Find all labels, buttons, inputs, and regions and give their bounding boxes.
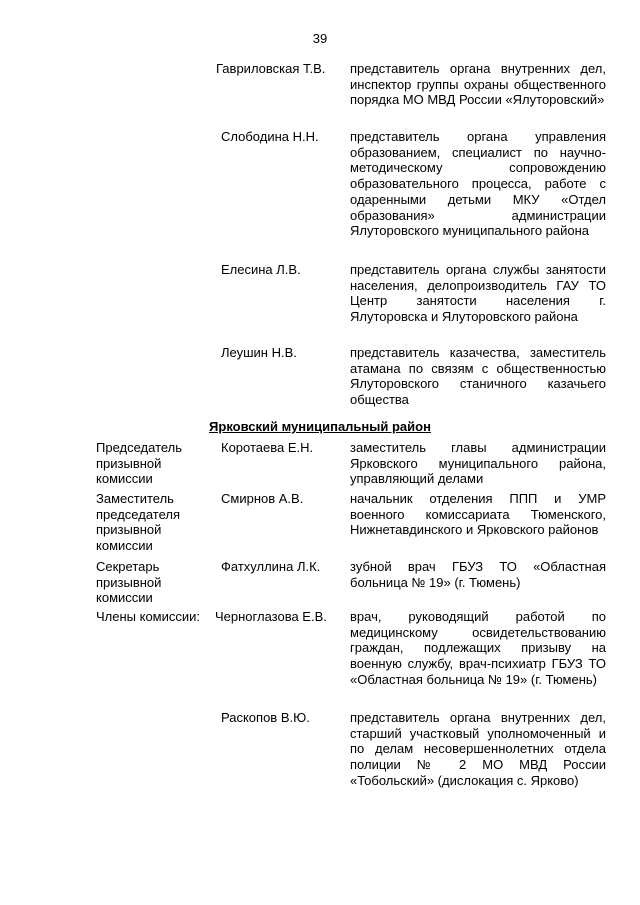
member-description: начальник отделения ППП и УМР военного комиссариата Тюменского, Нижнетавдинского и Ярковского районов: [350, 491, 606, 538]
member-role: Секретарь призывной комиссии: [96, 559, 162, 606]
member-description: зубной врач ГБУЗ ТО «Областная больница № 19» (г. Тюмень): [350, 559, 606, 590]
member-role: Члены комиссии:: [96, 609, 201, 624]
member-name: Фатхуллина Л.К.: [221, 559, 321, 574]
section-title: [0, 419, 640, 435]
section-title-text: Ярковский муниципальный район: [209, 419, 431, 434]
page-number: 39: [312, 31, 328, 46]
member-description: врач, руководящий работой по медицинскому освидетельствованию граждан, подлежащих призыву на военную службу, врач-психиатр ГБУЗ ТО «Областная больница № 19» (г. Тюмень): [350, 609, 606, 687]
member-role: Председатель призывной комиссии: [96, 440, 183, 487]
member-role: Заместитель председателя призывной комиссии: [96, 491, 181, 554]
member-description: представитель казачества, заместитель атамана по связям с общественностью Ялуторовского станичного казачьего общества: [350, 345, 606, 408]
member-name: Слободина Н.Н.: [221, 129, 319, 144]
member-description: представитель органа управления образованием, специалист по научно-методическому сопровождению образовательного процесса, работе с одаренными детьми МКУ «Отдел образования» администрации Ялуторовского муниципального района: [350, 129, 606, 239]
member-description: представитель органа службы занятости населения, делопроизводитель ГАУ ТО Центр занятости населения г. Ялуторовска и Ялуторовского района: [350, 262, 606, 325]
member-name: Леушин Н.В.: [221, 345, 297, 360]
member-description: заместитель главы администрации Ярковского муниципального района, управляющий делами: [350, 440, 606, 487]
member-description: представитель органа внутренних дел, инспектор группы охраны общественного порядка МО МВД России «Ялуторовский»: [350, 61, 606, 108]
member-name: Раскопов В.Ю.: [221, 710, 310, 725]
member-name: Смирнов А.В.: [221, 491, 304, 506]
member-name: Черноглазова Е.В.: [215, 609, 327, 624]
member-name: Гавриловская Т.В.: [216, 61, 326, 76]
member-name: Елесина Л.В.: [221, 262, 301, 277]
member-name: Коротаева Е.Н.: [221, 440, 314, 455]
member-description: представитель органа внутренних дел, старший участковый уполномоченный и по делам несовершеннолетних отдела полиции № 2 МО МВД России «Тобольский» (дислокация с. Ярково): [350, 710, 606, 788]
